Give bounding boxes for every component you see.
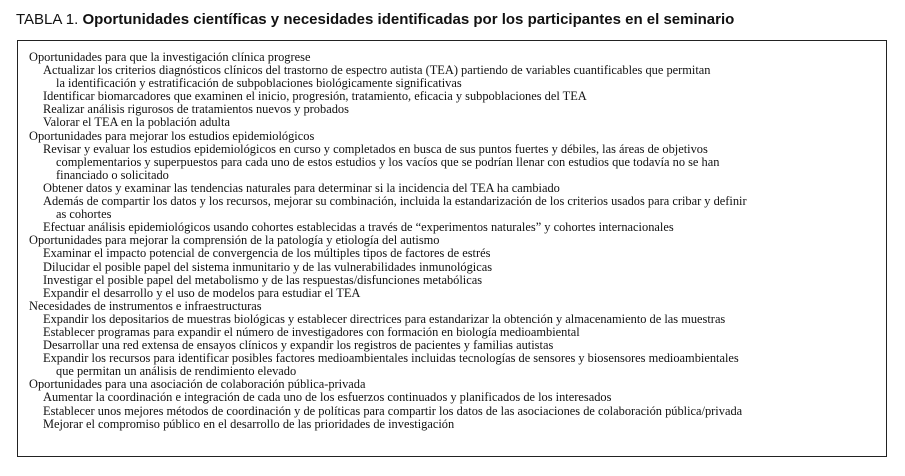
- list-item-continuation: as cohortes: [56, 207, 112, 222]
- list-item-continuation: la identificación y estratificación de subpoblaciones biológicamente significativas: [56, 76, 462, 91]
- list-item: Actualizar los criterios diagnósticos clínicos del trastorno de espectro autista (TEA) partiendo de variables cuantificables que permitan: [43, 63, 711, 78]
- table-box: [17, 40, 887, 457]
- list-item-continuation: complementarios y superpuestos para cada uno de estos estudios y los vacíos que se podrían llenar con estudios que todavía no se han: [56, 154, 720, 169]
- list-item: Expandir los depositarios de muestras biológicas y establecer directrices para estandarizar la obtención y almacenamiento de las muestras: [43, 311, 726, 326]
- list-item: Efectuar análisis epidemiológicos usando cohortes establecidas a través de “experimentos naturales” y cohortes internacionales: [43, 220, 674, 235]
- list-item: Identificar biomarcadores que examinen el inicio, progresión, tratamiento, eficacia y subpoblaciones del TEA: [43, 89, 587, 104]
- list-item: Mejorar el compromiso público en el desarrollo de las prioridades de investigación: [43, 416, 455, 431]
- list-item: Desarrollar una red extensa de ensayos clínicos y expandir los registros de pacientes y familias autistas: [43, 338, 554, 353]
- table-title: Oportunidades científicas y necesidades identificadas por los participantes en el seminario: [82, 11, 735, 28]
- list-item: Investigar el posible papel del metabolismo y de las respuestas/disfunciones metabólicas: [43, 272, 483, 287]
- section-heading-clinical: Oportunidades para que la investigación clínica progrese: [29, 50, 311, 64]
- list-item: Expandir los recursos para identificar posibles factores medioambientales incluidas tecnologías de sensores y biosensores medioambientales: [43, 351, 739, 366]
- list-item: Obtener datos y examinar las tendencias naturales para determinar si la incidencia del TEA ha cambiado: [43, 180, 560, 195]
- list-item: Realizar análisis rigurosos de tratamientos nuevos y probados: [43, 102, 349, 117]
- table-content: [29, 51, 879, 431]
- table-caption: [16, 11, 734, 29]
- list-item: Establecer programas para expandir el número de investigadores con formación en biología medioambiental: [43, 324, 580, 339]
- list-item-continuation: financiado o solicitado: [56, 167, 169, 182]
- section-heading-infrastructure: Necesidades de instrumentos e infraestructuras: [29, 298, 262, 313]
- list-item: Establecer unos mejores métodos de coordinación y de políticas para compartir los datos de las asociaciones de colaboración pública/privada: [43, 403, 743, 418]
- section-heading-pathology: Oportunidades para mejorar la comprensión de la patología y etiología del autismo: [29, 233, 440, 248]
- list-item: Aumentar la coordinación e integración de cada uno de los esfuerzos continuados y planificados de los interesados: [43, 390, 612, 405]
- section-heading-epidemiology: Oportunidades para mejorar los estudios epidemiológicos: [29, 128, 315, 143]
- section-heading-partnership: Oportunidades para una asociación de colaboración pública-privada: [29, 377, 366, 392]
- list-item: Examinar el impacto potencial de convergencia de los múltiples tipos de factores de estrés: [43, 246, 491, 261]
- table-label: TABLA 1.: [16, 11, 79, 28]
- list-item: Además de compartir los datos y los recursos, mejorar su combinación, incluida la estandarización de los criterios usados para cribar y definir: [43, 194, 747, 209]
- list-item: Valorar el TEA en la población adulta: [43, 115, 230, 130]
- list-item: Expandir el desarrollo y el uso de modelos para estudiar el TEA: [43, 285, 361, 300]
- list-item: Dilucidar el posible papel del sistema inmunitario y de las vulnerabilidades inmunológicas: [43, 259, 493, 274]
- list-item: Revisar y evaluar los estudios epidemiológicos en curso y completados en busca de sus puntos fuertes y débiles, las áreas de objetivos: [43, 141, 708, 156]
- list-item-continuation: que permitan un análisis de rendimiento elevado: [56, 364, 297, 379]
